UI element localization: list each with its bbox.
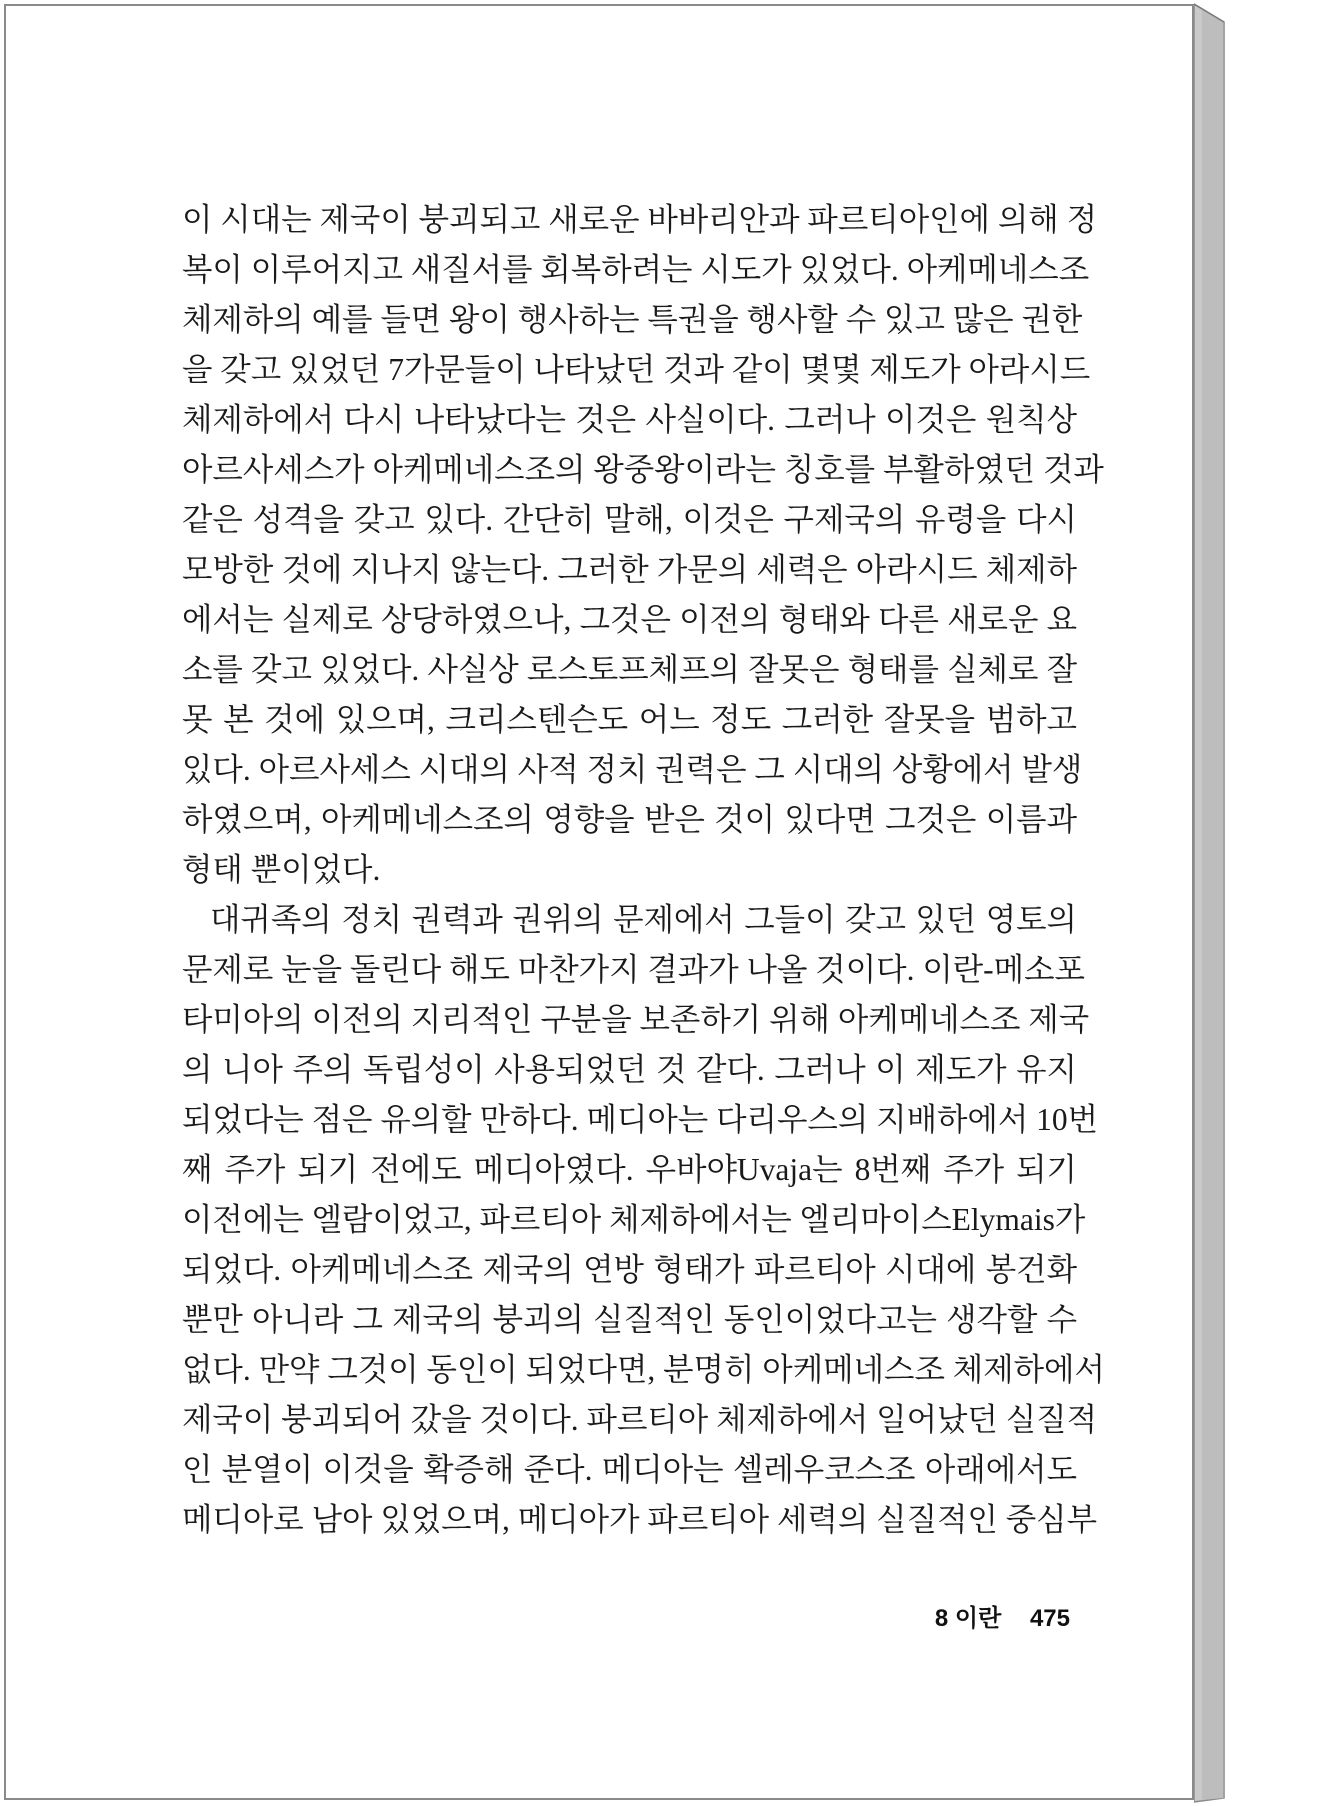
text-line: 없다. 만약 그것이 동인이 되었다면, 분명히 아케메네스조 체제하에서 [182, 1352, 1105, 1387]
text-line: 체제하의 예를 들면 왕이 행사하는 특권을 행사할 수 있고 많은 권한 [182, 302, 1083, 337]
chapter-label: 8 이란 [934, 1605, 1002, 1632]
text-line: 을 갖고 있었던 7가문들이 나타났던 것과 같이 몇몇 제도가 아라시드 [182, 352, 1091, 387]
text-line: 이 시대는 제국이 붕괴되고 새로운 바바리안과 파르티아인에 의해 정 [182, 202, 1098, 237]
text-line: 되었다. 아케메네스조 제국의 연방 형태가 파르티아 시대에 봉건화 [182, 1252, 1077, 1287]
text-line: 못 본 것에 있으며, 크리스텐슨도 어느 정도 그러한 잘못을 범하고 [182, 702, 1077, 737]
text-line: 있다. 아르사세스 시대의 사적 정치 권력은 그 시대의 상황에서 발생 [182, 752, 1083, 787]
text-line: 타미아의 이전의 지리적인 구분을 보존하기 위해 아케메네스조 제국 [182, 1002, 1090, 1037]
text-line: 체제하에서 다시 나타났다는 것은 사실이다. 그러나 이것은 원칙상 [182, 402, 1077, 437]
text-line: 형태 뿐이었다. [182, 852, 381, 887]
text-line: 아르사세스가 아케메네스조의 왕중왕이라는 칭호를 부활하였던 것과 [182, 452, 1104, 487]
text-line: 메디아로 남아 있었으며, 메디아가 파르티아 세력의 실질적인 중심부 [182, 1502, 1098, 1537]
text-line: 대귀족의 정치 권력과 권위의 문제에서 그들이 갖고 있던 영토의 [210, 902, 1077, 937]
text-line: 째 주가 되기 전에도 메디아였다. 우바야Uvaja는 8번째 주가 되기 [182, 1152, 1077, 1187]
text-line: 같은 성격을 갖고 있다. 간단히 말해, 이것은 구제국의 유령을 다시 [182, 502, 1077, 537]
text-line: 모방한 것에 지나지 않는다. 그러한 가문의 세력은 아라시드 체제하 [182, 552, 1077, 587]
text-line: 의 니아 주의 독립성이 사용되었던 것 같다. 그러나 이 제도가 유지 [182, 1052, 1077, 1087]
page-footer [935, 1598, 1070, 1633]
text-line: 에서는 실제로 상당하였으나, 그것은 이전의 형태와 다른 새로운 요 [182, 602, 1077, 637]
text-line: 인 분열이 이것을 확증해 준다. 메디아는 셀레우코스조 아래에서도 [182, 1452, 1077, 1487]
text-line: 복이 이루어지고 새질서를 회복하려는 시도가 있었다. 아케메네스조 [182, 252, 1090, 287]
text-line: 소를 갖고 있었다. 사실상 로스토프체프의 잘못은 형태를 실체로 잘 [182, 652, 1077, 687]
text-line: 되었다는 점은 유의할 만하다. 메디아는 다리우스의 지배하에서 10번 [182, 1102, 1099, 1137]
text-line: 제국이 붕괴되어 갔을 것이다. 파르티아 체제하에서 일어났던 실질적 [182, 1402, 1098, 1437]
book-edge [1194, 0, 1274, 1806]
page-number: 475 [1029, 1605, 1070, 1632]
body-text [182, 195, 1105, 1545]
text-line: 이전에는 엘람이었고, 파르티아 체제하에서는 엘리마이스Elymais가 [182, 1202, 1086, 1237]
text-line: 하였으며, 아케메네스조의 영향을 받은 것이 있다면 그것은 이름과 [182, 802, 1077, 837]
text-line: 뿐만 아니라 그 제국의 붕괴의 실질적인 동인이었다고는 생각할 수 [182, 1302, 1077, 1337]
text-line: 문제로 눈을 돌린다 해도 마찬가지 결과가 나올 것이다. 이란-메소포 [182, 952, 1085, 987]
